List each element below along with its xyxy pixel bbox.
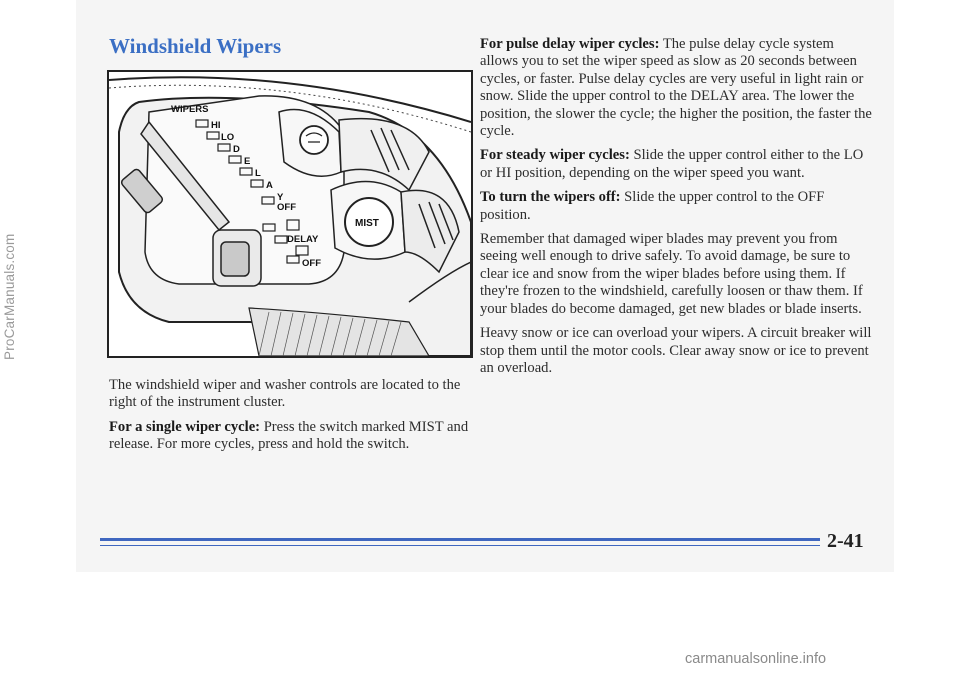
footer-watermark: carmanualsonline.info — [685, 651, 827, 667]
paragraph: The windshield wiper and washer controls are located to the right of the instrument cluster. — [109, 377, 461, 411]
paragraph: For steady wiper cycles: Slide the upper control either to the LO or HI position, depending on the wiper speed you want. — [480, 147, 864, 181]
label-delay-y: Y — [277, 192, 284, 203]
paragraph: To turn the wipers off: Slide the upper control to the OFF position. — [480, 189, 825, 223]
paragraph: Heavy snow or ice can overload your wipers. A circuit breaker will stop them until the motor cools. Clear away snow or ice to prevent an overload. — [480, 325, 872, 376]
side-watermark: ProCarManuals.com — [2, 233, 17, 360]
wiper-control-illustration — [107, 70, 473, 358]
label-lo: LO — [221, 132, 235, 143]
left-column-text — [109, 377, 479, 461]
label-off-lower: OFF — [302, 258, 321, 269]
paragraph: For pulse delay wiper cycles: The pulse delay cycle system allows you to set the wiper speed as slow as 20 seconds between cycles, or faster. Pulse delay cycles are very useful in light rain or snow. Slide the upper control to the DELAY area. The lower the position, the slower the cycle; the higher the position, the faster the cycle. — [480, 36, 872, 140]
label-wipers: WIPERS — [171, 104, 209, 115]
page-number: 2-41 — [827, 530, 864, 552]
label-mist: MIST — [355, 218, 379, 229]
section-title: Windshield Wipers — [109, 34, 282, 58]
label-delay-l: L — [255, 168, 261, 179]
label-delay-d: D — [233, 144, 240, 155]
wiper-switch-icon — [300, 126, 328, 154]
label-delay: DELAY — [287, 234, 319, 245]
label-delay-e: E — [244, 156, 251, 167]
right-column-text — [480, 36, 872, 384]
label-delay-a: A — [266, 180, 273, 191]
label-hi: HI — [211, 120, 221, 131]
footer-rule-thin — [100, 545, 820, 546]
paragraph: For a single wiper cycle: Press the switch marked MIST and release. For more cycles, press and hold the switch. — [109, 418, 469, 453]
paragraph: Remember that damaged wiper blades may prevent you from seeing well enough to drive safely. To avoid damage, be sure to clear ice and snow from the wiper blades before using them. If they're frozen to the windshield, carefully loosen or thaw them. If your blades do become damaged, get new blades or blade inserts. — [480, 231, 863, 317]
label-off-upper: OFF — [277, 202, 296, 213]
footer-rule — [100, 538, 820, 541]
